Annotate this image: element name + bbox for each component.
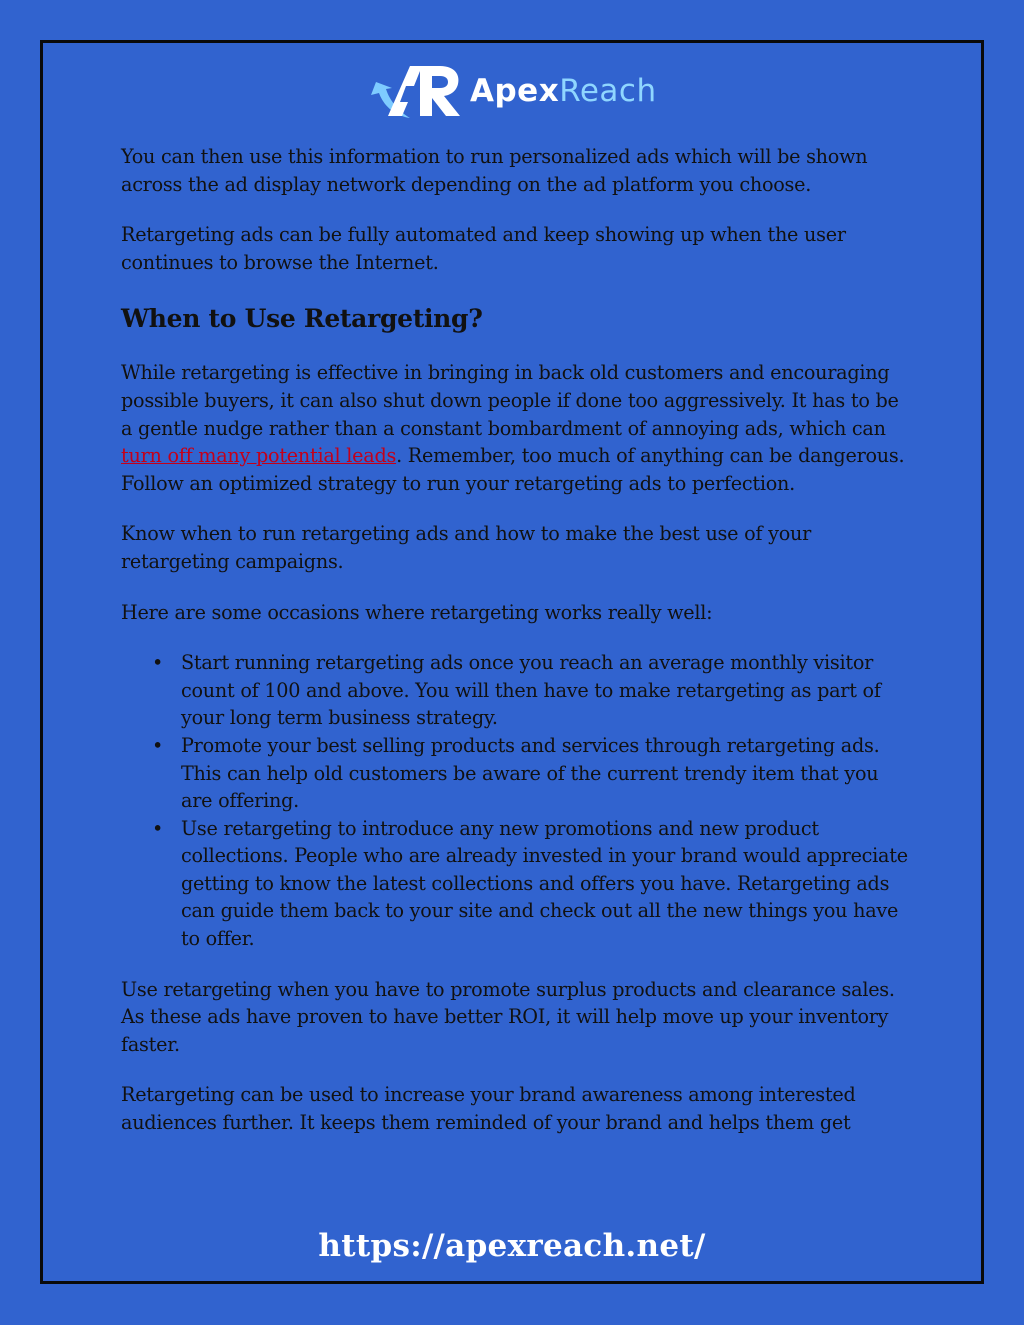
- occasions-list: [121, 649, 911, 953]
- list-item-text: Promote your best selling products and services through retargeting ads. This can help old customers be aware of the current trendy item that you are offering.: [181, 733, 880, 813]
- bullet-marker: •: [152, 651, 164, 675]
- potential-leads-link[interactable]: turn off many potential leads: [121, 444, 397, 468]
- bullet-marker: •: [152, 733, 164, 757]
- brand-name-apex: Apex: [470, 72, 560, 109]
- ar-logo-icon: [370, 62, 462, 120]
- paragraph-effectiveness-text-2: . Remember, too much of anything can be dangerous. Follow an optimized strategy to run your retargeting ads to perfection.: [121, 444, 905, 495]
- bullet-marker: •: [152, 816, 164, 840]
- brand-name: [470, 72, 657, 109]
- footer-url-link[interactable]: https://apexreach.net/: [318, 1228, 706, 1264]
- paragraph-occasions-intro: Here are some occasions where retargeting works really well:: [121, 600, 713, 624]
- paragraph-effectiveness: [121, 359, 911, 497]
- paragraph-personalized-ads: You can then use this information to run personalized ads which will be shown across the ad display network depending on the ad platform you choose.: [121, 145, 868, 196]
- paragraph-surplus-products: Use retargeting when you have to promote surplus products and clearance sales. As these ads have proven to have better ROI, it will help move up your inventory faster.: [121, 977, 895, 1056]
- paragraph-brand-awareness: Retargeting can be used to increase your brand awareness among interested audiences further. It keeps them reminded of your brand and helps them get: [121, 1083, 856, 1135]
- list-item-text: Use retargeting to introduce any new promotions and new product collections. People who are already invested in your brand would appreciate getting to know the latest collections and offers you have. Retargeting ads can guide them back to your site and check out all the new things you have to offer.: [181, 816, 908, 951]
- section-heading: When to Use Retargeting?: [121, 304, 483, 334]
- paragraph-automated-ads: Retargeting ads can be fully automated and keep showing up when the user continues to browse the Internet.: [121, 223, 846, 274]
- paragraph-effectiveness-text-1: While retargeting is effective in bringing in back old customers and encouraging possible buyers, it can also shut down people if done too aggressively. It has to be a gentle nudge rather than a constant bombardment of annoying ads, which can: [121, 361, 899, 440]
- list-item-text: Start running retargeting ads once you reach an average monthly visitor count of 100 and above. You will then have to make retargeting as part of your long term business strategy.: [181, 651, 881, 730]
- paragraph-know-when: Know when to run retargeting ads and how to make the best use of your retargeting campaigns.: [121, 522, 812, 573]
- brand-logo[interactable]: [370, 62, 657, 120]
- list-item: [121, 649, 911, 732]
- list-item: [121, 815, 911, 953]
- list-item: [121, 732, 911, 815]
- article-body: [121, 143, 911, 1137]
- brand-name-reach: Reach: [559, 72, 657, 109]
